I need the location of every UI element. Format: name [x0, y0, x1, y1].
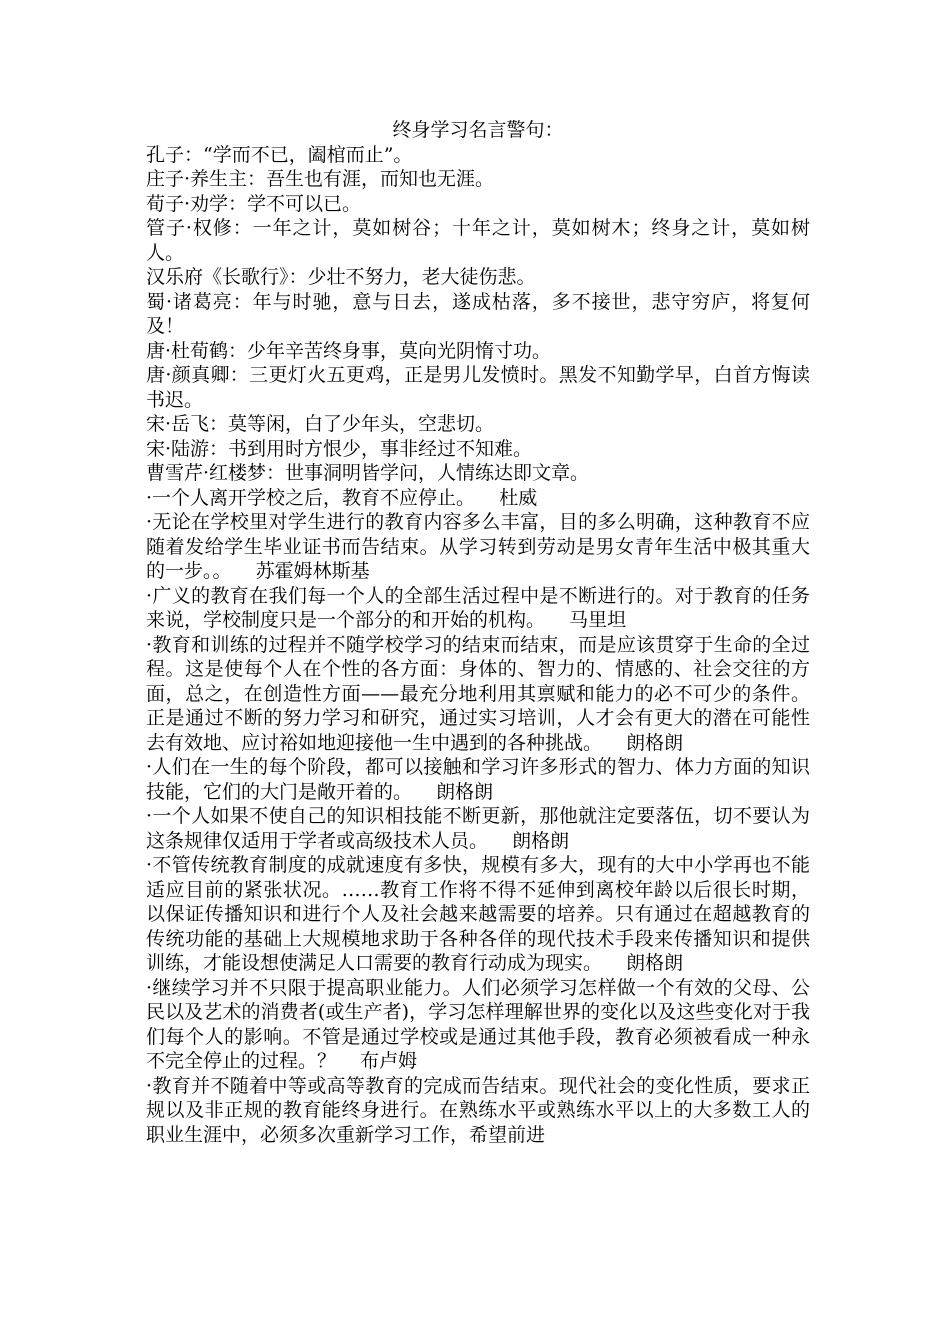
quote-paragraph: ·不管传统教育制度的成就速度有多快，规模有多大，现有的大中小学再也不能适应目前的紧张状况。……教育工作将不得不延伸到离校年龄以后很长时期，以保证传播知识和进行个人及社会越来越需要的培养。只有通过在超越教育的传统功能的基础上大规模地求助于各种各佯的现代技术手段来传播知识和提供训练，才能设想使满足人口需要的教育行动成为现实。 朗格朗 [146, 854, 810, 974]
quote-paragraph: ·人们在一生的每个阶段，都可以接触和学习许多形式的智力、体力方面的知识技能，它们的大门是敞开着的。 朗格朗 [146, 756, 810, 803]
document-title: 终身学习名言警句： [392, 119, 564, 141]
quote-paragraph: 唐·颜真卿：三更灯火五更鸡，正是男儿发愤时。黑发不知勤学早，白首方悔读书迟。 [146, 364, 810, 411]
quote-paragraph: ·教育并不随着中等或高等教育的完成而告结束。现代社会的变化性质，要求正规以及非正规的教育能终身进行。在熟练水平或熟练水平以上的大多数工人的职业生涯中，必须多次重新学习工作，希望前进 [146, 1074, 810, 1146]
quote-paragraph: ·继续学习并不只限于提高职业能力。人们必须学习怎样做一个有效的父母、公民以及艺术的消费者(或生产者)，学习怎样理解世界的变化以及这些变化对于我们每个人的影响。不管是通过学校或是通过其他手段，教育必须被看成一种永不完全停止的过程。？ 布卢姆 [146, 976, 810, 1072]
quote-paragraph: 荀子·劝学：学不可以已。 [146, 192, 362, 215]
quote-list [146, 143, 810, 1148]
quote-paragraph: 汉乐府《长歌行》：少壮不努力，老大徒伤悲。 [146, 266, 536, 288]
quote-paragraph: ·一个人如果不使自己的知识相技能不断更新，那他就注定要落伍，切不要认为这条规律仅适用于学者或高级技术人员。 朗格朗 [146, 805, 810, 852]
quote-paragraph: 蜀·诸葛亮：年与时驰，意与日去，遂成枯落，多不接世，悲守穷庐，将复何及！ [146, 290, 810, 337]
document-body [146, 118, 810, 1147]
quote-paragraph: ·教育和训练的过程并不随学校学习的结束而结束，而是应该贯穿于生命的全过程。这是使每个人在个性的各方面：身体的、智力的、情感的、社会交往的方面，总之，在创造性方面——最充分地利用其禀赋和能力的必不可少的条件。正是通过不断的努力学习和研究，通过实习培训，人才会有更大的潜在可能性去有效地、应讨裕如地迎接他一生中遇到的各种挑战。 朗格朗 [146, 633, 810, 754]
quote-paragraph: 管子·权修：一年之计，莫如树谷；十年之计，莫如树木；终身之计，莫如树人。 [146, 217, 810, 264]
quote-paragraph: ·一个人离开学校之后，教育不应停止。 杜威 [146, 486, 538, 509]
quote-paragraph: 宋·岳飞：莫等闲，白了少年头，空悲切。 [146, 413, 495, 435]
quote-paragraph: 宋·陆游：书到用时方恨少，事非经过不知难。 [146, 437, 533, 460]
quote-paragraph: 孔子：“学而不已，阖棺而止”。 [146, 143, 413, 166]
quote-paragraph: 唐·杜荀鹤：少年辛苦终身事，莫向光阴惰寸功。 [146, 339, 552, 362]
quote-paragraph: 曹雪芹·红楼梦：世事洞明皆学问，人情练达即文章。 [146, 462, 590, 484]
quote-paragraph: 庄子·养生主：吾生也有涯，而知也无涯。 [146, 168, 495, 190]
quote-paragraph: ·无论在学校里对学生进行的教育内容多么丰富，目的多么明确，这种教育不应随着发给学生毕业证书而告结束。从学习转到劳动是男女青年生活中极其重大的一步。。 苏霍姆林斯基 [146, 511, 810, 582]
quote-paragraph: ·广义的教育在我们每一个人的全部生活过程中是不断进行的。对于教育的任务来说，学校制度只是一个部分的和开始的机构。 马里坦 [146, 584, 810, 631]
